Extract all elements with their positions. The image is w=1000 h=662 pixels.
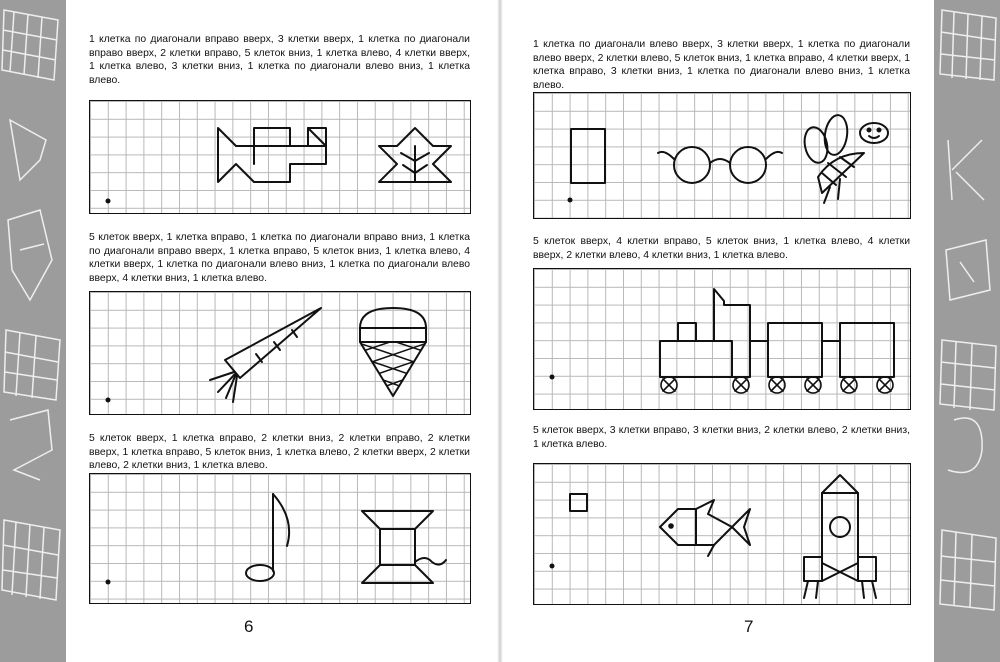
maple-leaf-figure — [379, 128, 451, 182]
start-dot — [550, 375, 555, 380]
page-number: 6 — [244, 617, 254, 636]
start-dot — [106, 398, 111, 403]
instruction-text: 5 клеток вверх, 1 клетка вправо, 2 клетки вниз, 2 клетки вправо, 2 клетки вверх, 1 клетка вправо, 5 клеток вниз, 1 клетка влево, 2 клетки вверх, 2 клетки влево, 2 клетки вниз, 1 клетка влево. — [89, 433, 470, 472]
train-figure — [660, 289, 894, 393]
instruction-text: 5 клеток вверх, 1 клетка вправо, 1 клетка по диагонали вправо вниз, 1 клетка по диагонали вправо вверх, 1 клетка вправо, 5 клеток вниз, 1 клетка влево, 4 клетки вверх, 1 клетка по диагонали влево вниз, 1 клетка по диагонали влево вверх, 4 клетки вниз, 1 клетка влево. — [89, 232, 470, 284]
page-number: 7 — [744, 617, 754, 636]
glasses-figure — [658, 147, 782, 183]
rectangle-figure — [571, 129, 605, 183]
book-gutter — [497, 0, 503, 662]
start-dot — [550, 564, 555, 569]
small-square-figure — [570, 494, 587, 511]
drawing-grid — [89, 100, 471, 214]
instruction-text: 5 клеток вверх, 4 клетки вправо, 5 клеток вниз, 1 клетка влево, 4 клетки вверх, 2 клетки влево, 4 клетки вниз, 1 клетка влево. — [533, 236, 910, 261]
exercise-figures — [534, 93, 912, 220]
carrot-figure — [210, 308, 321, 402]
exercise-figures — [534, 464, 912, 606]
bee-figure — [801, 114, 888, 203]
drawing-grid — [89, 291, 471, 415]
start-dot — [106, 199, 111, 204]
exercise-figures — [90, 474, 472, 605]
left-decorative-frame — [0, 0, 66, 662]
drawing-grid — [533, 92, 911, 219]
exercise-figures — [90, 101, 472, 215]
exercise-figures — [534, 269, 912, 411]
right-decorative-frame — [934, 0, 1000, 662]
music-note-figure — [246, 494, 289, 581]
drawing-grid — [533, 463, 911, 605]
rocket-figure — [804, 475, 876, 598]
exercise-figures — [90, 292, 472, 416]
drawing-grid — [533, 268, 911, 410]
drawing-grid — [89, 473, 471, 604]
instruction-text: 1 клетка по диагонали влево вверх, 3 клетки вверх, 1 клетка по диагонали влево вверх, 2 клетки влево, 5 клеток вниз, 1 клетка вправо, 4 клетки вверх, 1 клетка вправо, 3 клетки вниз, 1 клетка по диагонали влево вниз, 1 клетка влево. — [533, 39, 910, 91]
instruction-text: 5 клеток вверх, 3 клетки вправо, 3 клетки вниз, 2 клетки влево, 2 клетки вниз, 1 клетка влево. — [533, 425, 910, 450]
start-dot — [568, 198, 573, 203]
start-dot — [106, 580, 111, 585]
fish-figure — [660, 500, 750, 556]
thread-spool-figure — [362, 511, 446, 583]
fish-shape-figure — [218, 128, 326, 182]
instruction-text: 1 клетка по диагонали вправо вверх, 3 клетки вверх, 1 клетка по диагонали вправо вверх, 2 клетки вправо, 5 клеток вниз, 1 клетка влево, 4 клетки вверх, 1 клетка влево, 3 клетки вниз, 1 клетка по диагонали влево вниз, 1 клетка влево. — [89, 34, 470, 86]
ice-cream-cone-figure — [356, 308, 430, 396]
doodle-pattern-icon — [934, 0, 1000, 662]
doodle-pattern-icon — [0, 0, 66, 662]
